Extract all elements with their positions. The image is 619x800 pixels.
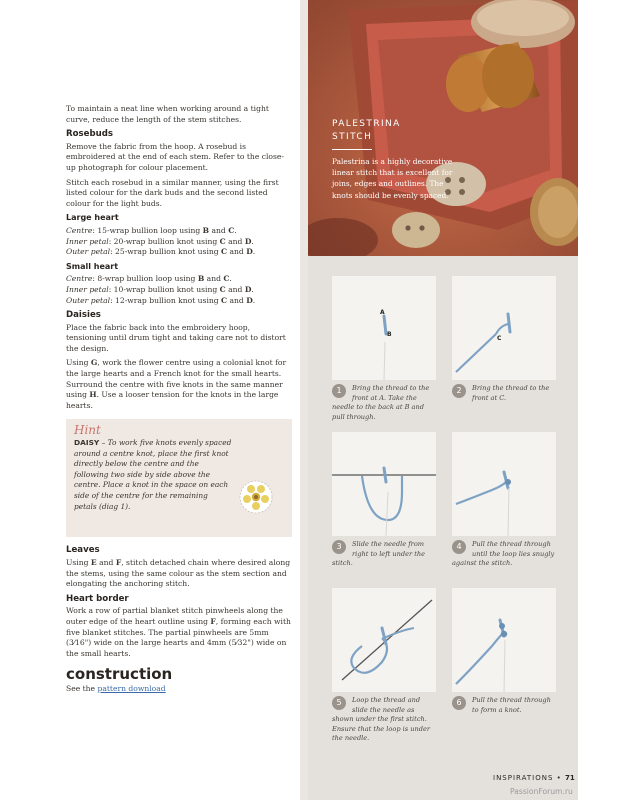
construction-paragraph: See the pattern download [66, 683, 166, 693]
construction-heading: construction [66, 665, 173, 684]
daisy-diagram-icon [236, 477, 276, 517]
palestrina-title: PALESTRINA STITCH [332, 119, 401, 142]
step-3 [332, 432, 436, 569]
rosebuds-paragraph-2: Stitch each rosebud in a similar manner, using the first listed colour for the dark buds and the second listed colour for the light buds. [66, 177, 279, 208]
large-heart-line: Inner petal: 20-wrap bullion knot using C and D. [66, 236, 254, 246]
step-number-badge: 2 [452, 384, 466, 398]
palestrina-rule [332, 149, 372, 150]
daisies-heading: Daisies [66, 310, 101, 321]
step-6-image [452, 588, 556, 692]
large-heart-heading: Large heart [66, 213, 119, 223]
step-5-caption: 5 Loop the thread and slide the needle as shown under the first stitch. Ensure that the loop is under the needle. [332, 696, 431, 743]
watermark: PassionForum.ru [510, 787, 573, 796]
svg-text:B: B [387, 331, 392, 338]
step-4-caption: 4 Pull the thread through until the loop lies snugly against the stitch. [452, 540, 555, 568]
svg-text:C: C [497, 335, 502, 342]
palestrina-intro [332, 118, 458, 201]
step-number-badge: 3 [332, 540, 346, 554]
leaves-heading: Leaves [66, 545, 100, 556]
step-6-caption: 6 Pull the thread through to form a knot. [452, 696, 556, 715]
hint-text: DAISY – To work five knots evenly spaced around a centre knot, place the first knot directly below the centre and the following two side by side above the centre. Place a knot in the space on each side of the centre for the remaining petals (diag 1). [74, 438, 232, 511]
large-heart-list [66, 226, 292, 258]
small-heart-line: Centre: 8-wrap bullion loop using B and C. [66, 274, 232, 284]
large-heart-line: Centre: 15-wrap bullion loop using B and C. [66, 225, 237, 235]
step-number-badge: 6 [452, 696, 466, 710]
small-heart-list [66, 274, 292, 306]
step-number-badge: 1 [332, 384, 346, 398]
daisies-paragraph-1: Place the fabric back into the embroidery hoop, tensioning until drum tight and taking care not to distort the design. [66, 322, 286, 353]
small-heart-heading: Small heart [66, 261, 119, 271]
step-2-caption: 2 Bring the thread to the front at C. [452, 384, 556, 403]
daisies-paragraph-2: Using G, work the flower centre using a colonial knot for the large hearts and a French knot for the small hearts. Surround the centre with five knots in the same manner using H. Use a looser tension for the knots in the large hearts. [66, 358, 287, 410]
hint-title: Hint [74, 423, 101, 438]
leaves-paragraph: Using E and F, stitch detached chain where desired along the stems, using the same colour as the stem section and elongating the anchoring stitch. [66, 558, 291, 589]
step-4-image [452, 432, 556, 536]
step-5-image [332, 588, 436, 692]
instructions-column [66, 104, 292, 699]
large-heart-line: Outer petal: 25-wrap bullion knot using C and D. [66, 247, 256, 257]
step-4 [452, 432, 556, 569]
intro-paragraph: To maintain a neat line when working around a tight curve, reduce the length of the stem stitches. [66, 104, 269, 124]
step-2-image [452, 276, 556, 380]
small-heart-line: Outer petal: 12-wrap bullion knot using C and D. [66, 295, 256, 305]
rosebuds-paragraph-1: Remove the fabric from the hoop. A rosebud is embroidered at the end of each stem. Refer to the close-up photograph for colour placement. [66, 141, 284, 172]
pattern-download-link[interactable]: pattern download [97, 683, 166, 693]
step-number-badge: 4 [452, 540, 466, 554]
svg-text:A: A [380, 309, 385, 316]
heart-border-paragraph: Work a row of partial blanket stitch pinwheels along the outer edge of the heart outline using F, forming each with five blanket stitches. The partial pinwheels are 5mm (3⁄16") wide on the large hearts and 4mm (5⁄32") wide on the small hearts. [66, 606, 291, 658]
small-heart-line: Inner petal: 10-wrap bullion knot using C and D. [66, 284, 254, 294]
step-number-badge: 5 [332, 696, 346, 710]
rosebuds-heading: Rosebuds [66, 129, 114, 140]
heart-border-heading: Heart border [66, 593, 129, 604]
step-5 [332, 588, 436, 744]
step-1-caption: 1 Bring the thread to the front at A. Take the needle to the back at B and pull through. [332, 384, 430, 421]
step-1-image [332, 276, 436, 380]
step-3-image [332, 432, 436, 536]
hint-box [66, 419, 292, 537]
palestrina-description: Palestrina is a highly decorative linear stitch that is excellent for joins, edges and outlines. The knots should be evenly spaced. [332, 157, 453, 200]
step-3-caption: 3 Slide the needle from right to left under the stitch. [332, 540, 426, 568]
page-gutter [300, 0, 308, 800]
page-footer: INSPIRATIONS • 71 [493, 774, 575, 782]
step-6 [452, 588, 556, 715]
step-2 [452, 276, 556, 403]
step-1 [332, 276, 436, 422]
